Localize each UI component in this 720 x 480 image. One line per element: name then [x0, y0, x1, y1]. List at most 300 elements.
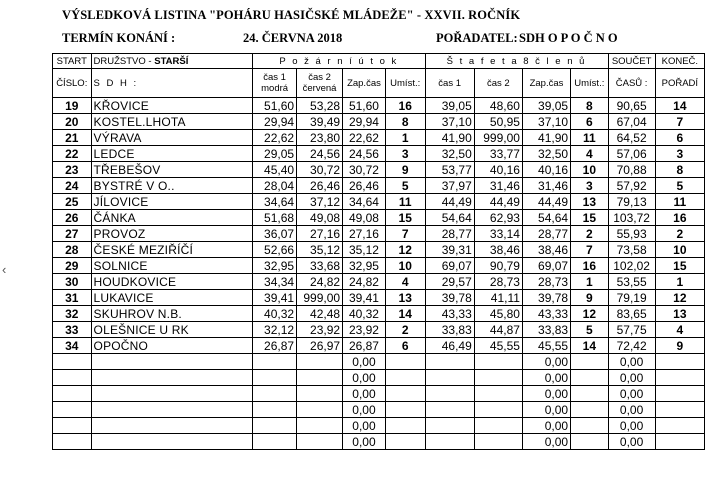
relay-place: 15: [571, 210, 608, 226]
relay-counted: 0,00: [522, 354, 570, 370]
relay-place: 11: [571, 130, 608, 146]
relay-counted: 40,16: [522, 162, 570, 178]
relay-counted: 0,00: [522, 418, 570, 434]
relay-counted: 0,00: [522, 434, 570, 450]
attack-counted: 40,32: [343, 306, 386, 322]
attack-time2: 42,48: [297, 306, 343, 322]
relay-counted: 0,00: [522, 386, 570, 402]
start-number: 33: [53, 322, 92, 338]
attack-place: [385, 370, 425, 386]
start-number: 27: [53, 226, 92, 242]
relay-place: 10: [571, 162, 608, 178]
start-number: 26: [53, 210, 92, 226]
final-place: 16: [655, 210, 704, 226]
relay-counted-header: Zap.čas: [522, 69, 570, 98]
attack-place: [385, 434, 425, 450]
relay-time2: 50,95: [474, 114, 522, 130]
start-number: 21: [53, 130, 92, 146]
attack-time2: [297, 386, 343, 402]
start-number: 29: [53, 258, 92, 274]
attack-counted: 0,00: [343, 402, 386, 418]
team-name: [91, 370, 253, 386]
start-number: [53, 418, 92, 434]
final-place: 12: [655, 290, 704, 306]
relay-time1: 37,97: [425, 178, 474, 194]
final-place: 14: [655, 98, 704, 114]
final-header-2: POŘADÍ: [655, 69, 704, 98]
sum-time: 0,00: [608, 418, 655, 434]
attack-counted: 27,16: [343, 226, 386, 242]
sdh-header: S D H :: [91, 69, 253, 98]
final-place: 10: [655, 242, 704, 258]
table-row: [53, 402, 705, 418]
table-row: [53, 98, 705, 114]
sum-time: 67,04: [608, 114, 655, 130]
attack-place: 12: [385, 242, 425, 258]
table-row: [53, 434, 705, 450]
date-label: TERMÍN KONÁNÍ :: [62, 31, 176, 45]
attack-place: 11: [385, 194, 425, 210]
start-number: 20: [53, 114, 92, 130]
table-row: [53, 146, 705, 162]
relay-time2: 62,93: [474, 210, 522, 226]
attack-place: 3: [385, 146, 425, 162]
team-name: SKUHROV N.B.: [91, 306, 253, 322]
relay-time1: [425, 370, 474, 386]
relay-time2: [474, 418, 522, 434]
relay-time1: 33,83: [425, 322, 474, 338]
table-row: [53, 274, 705, 290]
attack-counted: 0,00: [343, 370, 386, 386]
header-row-1: [53, 54, 705, 69]
table-row: [53, 114, 705, 130]
relay-time2: 38,46: [474, 242, 522, 258]
relay-time1: 39,05: [425, 98, 474, 114]
relay-place: 4: [571, 146, 608, 162]
start-number: 23: [53, 162, 92, 178]
final-place: 7: [655, 114, 704, 130]
relay-place: [571, 402, 608, 418]
team-name: PROVOZ: [91, 226, 253, 242]
relay-time2: [474, 386, 522, 402]
sum-time: 0,00: [608, 434, 655, 450]
sum-time: 0,00: [608, 370, 655, 386]
sum-time: 53,55: [608, 274, 655, 290]
final-place: 11: [655, 194, 704, 210]
team-name: [91, 434, 253, 450]
team-name: BYSTRÉ V O..: [91, 178, 253, 194]
final-place: 2: [655, 226, 704, 242]
attack-time2: 33,68: [297, 258, 343, 274]
sum-time: 79,19: [608, 290, 655, 306]
relay-time1: [425, 434, 474, 450]
table-row: [53, 370, 705, 386]
relay-counted: 69,07: [522, 258, 570, 274]
attack-place: 13: [385, 290, 425, 306]
attack-place: 7: [385, 226, 425, 242]
attack-time1: [253, 386, 297, 402]
attack-time1: 45,40: [253, 162, 297, 178]
attack-time2: 37,12: [297, 194, 343, 210]
relay-place: 6: [571, 114, 608, 130]
team-name: KŘOVICE: [91, 98, 253, 114]
table-row: [53, 194, 705, 210]
attack-time1: 26,87: [253, 338, 297, 354]
relay-place: 13: [571, 194, 608, 210]
attack-time2: [297, 354, 343, 370]
final-place: 13: [655, 306, 704, 322]
attack-place: [385, 402, 425, 418]
final-place: 4: [655, 322, 704, 338]
attack-counted: 0,00: [343, 434, 386, 450]
attack-counted: 49,08: [343, 210, 386, 226]
relay-time1: [425, 418, 474, 434]
attack-time1: 32,12: [253, 322, 297, 338]
document-title: VÝSLEDKOVÁ LISTINA "POHÁRU HASIČSKÉ MLÁDEŽE" - XXVII. ROČNÍK: [62, 8, 521, 22]
attack-counted: 0,00: [343, 386, 386, 402]
table-row: [53, 242, 705, 258]
relay-group-header: Š t a f e t a 8 č l e n ů: [425, 54, 608, 69]
attack-time2: 53,28: [297, 98, 343, 114]
attack-time2: 23,92: [297, 322, 343, 338]
relay-time2: [474, 354, 522, 370]
final-place: [655, 402, 704, 418]
relay-place: 1: [571, 274, 608, 290]
relay-place: 16: [571, 258, 608, 274]
relay-counted: 28,73: [522, 274, 570, 290]
attack-time2: 24,82: [297, 274, 343, 290]
final-place: [655, 354, 704, 370]
final-place: 5: [655, 178, 704, 194]
header-row-2: [53, 69, 705, 98]
relay-counted: 37,10: [522, 114, 570, 130]
attack-time2: 30,72: [297, 162, 343, 178]
relay-place: 2: [571, 226, 608, 242]
relay-time1: 43,33: [425, 306, 474, 322]
attack-place: 14: [385, 306, 425, 322]
relay-time1-header: čas 1: [425, 69, 474, 98]
relay-place: [571, 434, 608, 450]
relay-place: [571, 386, 608, 402]
start-number: 28: [53, 242, 92, 258]
attack-group-header: P o ž á r n í ú t o k: [253, 54, 425, 69]
attack-counted: 29,94: [343, 114, 386, 130]
attack-time1: 34,64: [253, 194, 297, 210]
relay-time1: [425, 402, 474, 418]
relay-counted: 38,46: [522, 242, 570, 258]
start-number: 22: [53, 146, 92, 162]
attack-counted: 24,82: [343, 274, 386, 290]
relay-time1: 44,49: [425, 194, 474, 210]
relay-time2: [474, 370, 522, 386]
team-header: [91, 54, 253, 69]
sum-time: 57,06: [608, 146, 655, 162]
relay-time2: 44,49: [474, 194, 522, 210]
sum-time: 57,92: [608, 178, 655, 194]
start-number: 30: [53, 274, 92, 290]
relay-time2: 90,79: [474, 258, 522, 274]
final-place: [655, 434, 704, 450]
attack-time1: 36,07: [253, 226, 297, 242]
table-row: [53, 210, 705, 226]
table-row: [53, 418, 705, 434]
attack-time1: 22,62: [253, 130, 297, 146]
relay-time1: 32,50: [425, 146, 474, 162]
attack-time2: 26,97: [297, 338, 343, 354]
team-name: SOLNICE: [91, 258, 253, 274]
team-name: TŘEBEŠOV: [91, 162, 253, 178]
sum-time: 0,00: [608, 402, 655, 418]
attack-counted: 51,60: [343, 98, 386, 114]
attack-place: 9: [385, 162, 425, 178]
relay-place: [571, 354, 608, 370]
team-name: VÝRAVA: [91, 130, 253, 146]
relay-time2: 45,80: [474, 306, 522, 322]
attack-time2: 35,12: [297, 242, 343, 258]
sum-time: 70,88: [608, 162, 655, 178]
relay-time2: [474, 434, 522, 450]
attack-time2: [297, 402, 343, 418]
attack-counted: 35,12: [343, 242, 386, 258]
relay-time1: 39,78: [425, 290, 474, 306]
relay-time2: 48,60: [474, 98, 522, 114]
start-number: 25: [53, 194, 92, 210]
sum-time: 79,13: [608, 194, 655, 210]
attack-time2: [297, 418, 343, 434]
attack-time1: 39,41: [253, 290, 297, 306]
attack-time2: 49,08: [297, 210, 343, 226]
sum-time: 57,75: [608, 322, 655, 338]
attack-time1: 51,60: [253, 98, 297, 114]
final-place: [655, 386, 704, 402]
relay-time2: 28,73: [474, 274, 522, 290]
start-header: START: [53, 54, 92, 69]
sum-time: 55,93: [608, 226, 655, 242]
sum-time: 64,52: [608, 130, 655, 146]
relay-time2: 33,77: [474, 146, 522, 162]
attack-place: 5: [385, 178, 425, 194]
sum-time: 83,65: [608, 306, 655, 322]
attack-time1: 32,95: [253, 258, 297, 274]
attack-counted-header: Zap.čas: [343, 69, 386, 98]
start-number: [53, 402, 92, 418]
date-value: 24. ČERVNA 2018: [243, 31, 343, 45]
relay-time1: 39,31: [425, 242, 474, 258]
organizer-label: POŘADATEL:: [436, 31, 518, 45]
relay-place: 9: [571, 290, 608, 306]
attack-time1: 52,66: [253, 242, 297, 258]
start-number: [53, 434, 92, 450]
attack-counted: 32,95: [343, 258, 386, 274]
sum-header-2: ČASŮ :: [608, 69, 655, 98]
table-row: [53, 258, 705, 274]
table-row: [53, 306, 705, 322]
team-name: JÍLOVICE: [91, 194, 253, 210]
start-number: 19: [53, 98, 92, 114]
attack-time2: [297, 370, 343, 386]
team-name: OLEŠNICE U RK: [91, 322, 253, 338]
attack-time2: [297, 434, 343, 450]
attack-time1: [253, 434, 297, 450]
start-number: 24: [53, 178, 92, 194]
attack-time1: [253, 370, 297, 386]
sum-time: 90,65: [608, 98, 655, 114]
attack-time1: 34,34: [253, 274, 297, 290]
table-row: [53, 338, 705, 354]
attack-time1: 40,32: [253, 306, 297, 322]
attack-time1: 29,05: [253, 146, 297, 162]
relay-time2-header: čas 2: [474, 69, 522, 98]
attack-time2-header: [297, 69, 343, 98]
attack-place: 6: [385, 338, 425, 354]
relay-place-header: Umíst.:: [571, 69, 608, 98]
attack-place: 16: [385, 98, 425, 114]
team-name: KOSTEL.LHOTA: [91, 114, 253, 130]
relay-time1: 29,57: [425, 274, 474, 290]
attack-counted: 22,62: [343, 130, 386, 146]
team-name: LUKAVICE: [91, 290, 253, 306]
start-number: [53, 354, 92, 370]
attack-time2: 23,80: [297, 130, 343, 146]
relay-place: [571, 418, 608, 434]
attack-time2: 26,46: [297, 178, 343, 194]
relay-time2: 41,11: [474, 290, 522, 306]
table-row: [53, 386, 705, 402]
sum-time: 0,00: [608, 386, 655, 402]
team-name: LEDCE: [91, 146, 253, 162]
relay-time1: [425, 354, 474, 370]
team-name: [91, 386, 253, 402]
team-name: OPOČNO: [91, 338, 253, 354]
relay-time2: 33,14: [474, 226, 522, 242]
final-place: 1: [655, 274, 704, 290]
attack-time2: 999,00: [297, 290, 343, 306]
table-row: [53, 162, 705, 178]
attack-time2: 27,16: [297, 226, 343, 242]
relay-time2: 31,46: [474, 178, 522, 194]
relay-counted: 45,55: [522, 338, 570, 354]
relay-counted: 44,49: [522, 194, 570, 210]
relay-place: [571, 370, 608, 386]
attack-place: [385, 354, 425, 370]
attack-time1: [253, 418, 297, 434]
relay-counted: 0,00: [522, 402, 570, 418]
final-place: 6: [655, 130, 704, 146]
attack-counted: 24,56: [343, 146, 386, 162]
relay-counted: 54,64: [522, 210, 570, 226]
relay-counted: 33,83: [522, 322, 570, 338]
team-name: ČÁNKA: [91, 210, 253, 226]
table-row: [53, 178, 705, 194]
start-number: 31: [53, 290, 92, 306]
relay-time1: 53,77: [425, 162, 474, 178]
attack-time1: 28,04: [253, 178, 297, 194]
attack-place: 8: [385, 114, 425, 130]
relay-place: 12: [571, 306, 608, 322]
relay-counted: 28,77: [522, 226, 570, 242]
relay-time2: 45,55: [474, 338, 522, 354]
attack-place: 1: [385, 130, 425, 146]
attack-time1: 51,68: [253, 210, 297, 226]
relay-counted: 43,33: [522, 306, 570, 322]
relay-time1: 37,10: [425, 114, 474, 130]
relay-time1: 54,64: [425, 210, 474, 226]
attack-time2-label: čas 2: [308, 72, 331, 83]
team-name: ČESKÉ MEZIŘÍČÍ: [91, 242, 253, 258]
attack-time2-color: červená: [302, 83, 337, 94]
final-place: [655, 370, 704, 386]
relay-place: 14: [571, 338, 608, 354]
relay-place: 8: [571, 98, 608, 114]
table-row: [53, 130, 705, 146]
relay-time2: [474, 402, 522, 418]
team-name: [91, 354, 253, 370]
final-place: 3: [655, 146, 704, 162]
attack-counted: 26,46: [343, 178, 386, 194]
final-header: KONEČ.: [655, 54, 704, 69]
attack-counted: 34,64: [343, 194, 386, 210]
team-name: [91, 402, 253, 418]
margin-mark: ‹: [2, 262, 7, 277]
attack-place: 2: [385, 322, 425, 338]
relay-time2: 44,87: [474, 322, 522, 338]
relay-place: 3: [571, 178, 608, 194]
results-table: [52, 53, 705, 450]
sum-time: 0,00: [608, 354, 655, 370]
team-header-label: DRUŽSTVO -: [93, 55, 155, 67]
table-row: [53, 322, 705, 338]
attack-place: 10: [385, 258, 425, 274]
relay-counted: 39,05: [522, 98, 570, 114]
attack-time1-label: čas 1: [263, 72, 286, 83]
relay-time1: 46,49: [425, 338, 474, 354]
relay-time1: 28,77: [425, 226, 474, 242]
attack-time2: 39,49: [297, 114, 343, 130]
attack-counted: 30,72: [343, 162, 386, 178]
relay-counted: 0,00: [522, 370, 570, 386]
attack-time1-color: modrá: [261, 83, 289, 94]
table-row: [53, 290, 705, 306]
organizer-value: SDH O P O Č N O: [519, 31, 618, 45]
attack-place: 4: [385, 274, 425, 290]
attack-place: [385, 418, 425, 434]
team-name: [91, 418, 253, 434]
sum-time: 72,42: [608, 338, 655, 354]
sum-time: 73,58: [608, 242, 655, 258]
attack-time1: 29,94: [253, 114, 297, 130]
sum-header: SOUČET: [608, 54, 655, 69]
final-place: 9: [655, 338, 704, 354]
final-place: 8: [655, 162, 704, 178]
team-name: HOUDKOVICE: [91, 274, 253, 290]
attack-place-header: Umíst.:: [385, 69, 425, 98]
attack-time2: 24,56: [297, 146, 343, 162]
start-number: 34: [53, 338, 92, 354]
attack-counted: 26,87: [343, 338, 386, 354]
attack-place: 15: [385, 210, 425, 226]
relay-time1: 69,07: [425, 258, 474, 274]
attack-time1: [253, 402, 297, 418]
start-number: [53, 386, 92, 402]
relay-time2: 999,00: [474, 130, 522, 146]
category-label: STARŠÍ: [154, 55, 189, 67]
relay-counted: 31,46: [522, 178, 570, 194]
attack-counted: 39,41: [343, 290, 386, 306]
final-place: 15: [655, 258, 704, 274]
table-row: [53, 354, 705, 370]
relay-counted: 32,50: [522, 146, 570, 162]
relay-time1: [425, 386, 474, 402]
